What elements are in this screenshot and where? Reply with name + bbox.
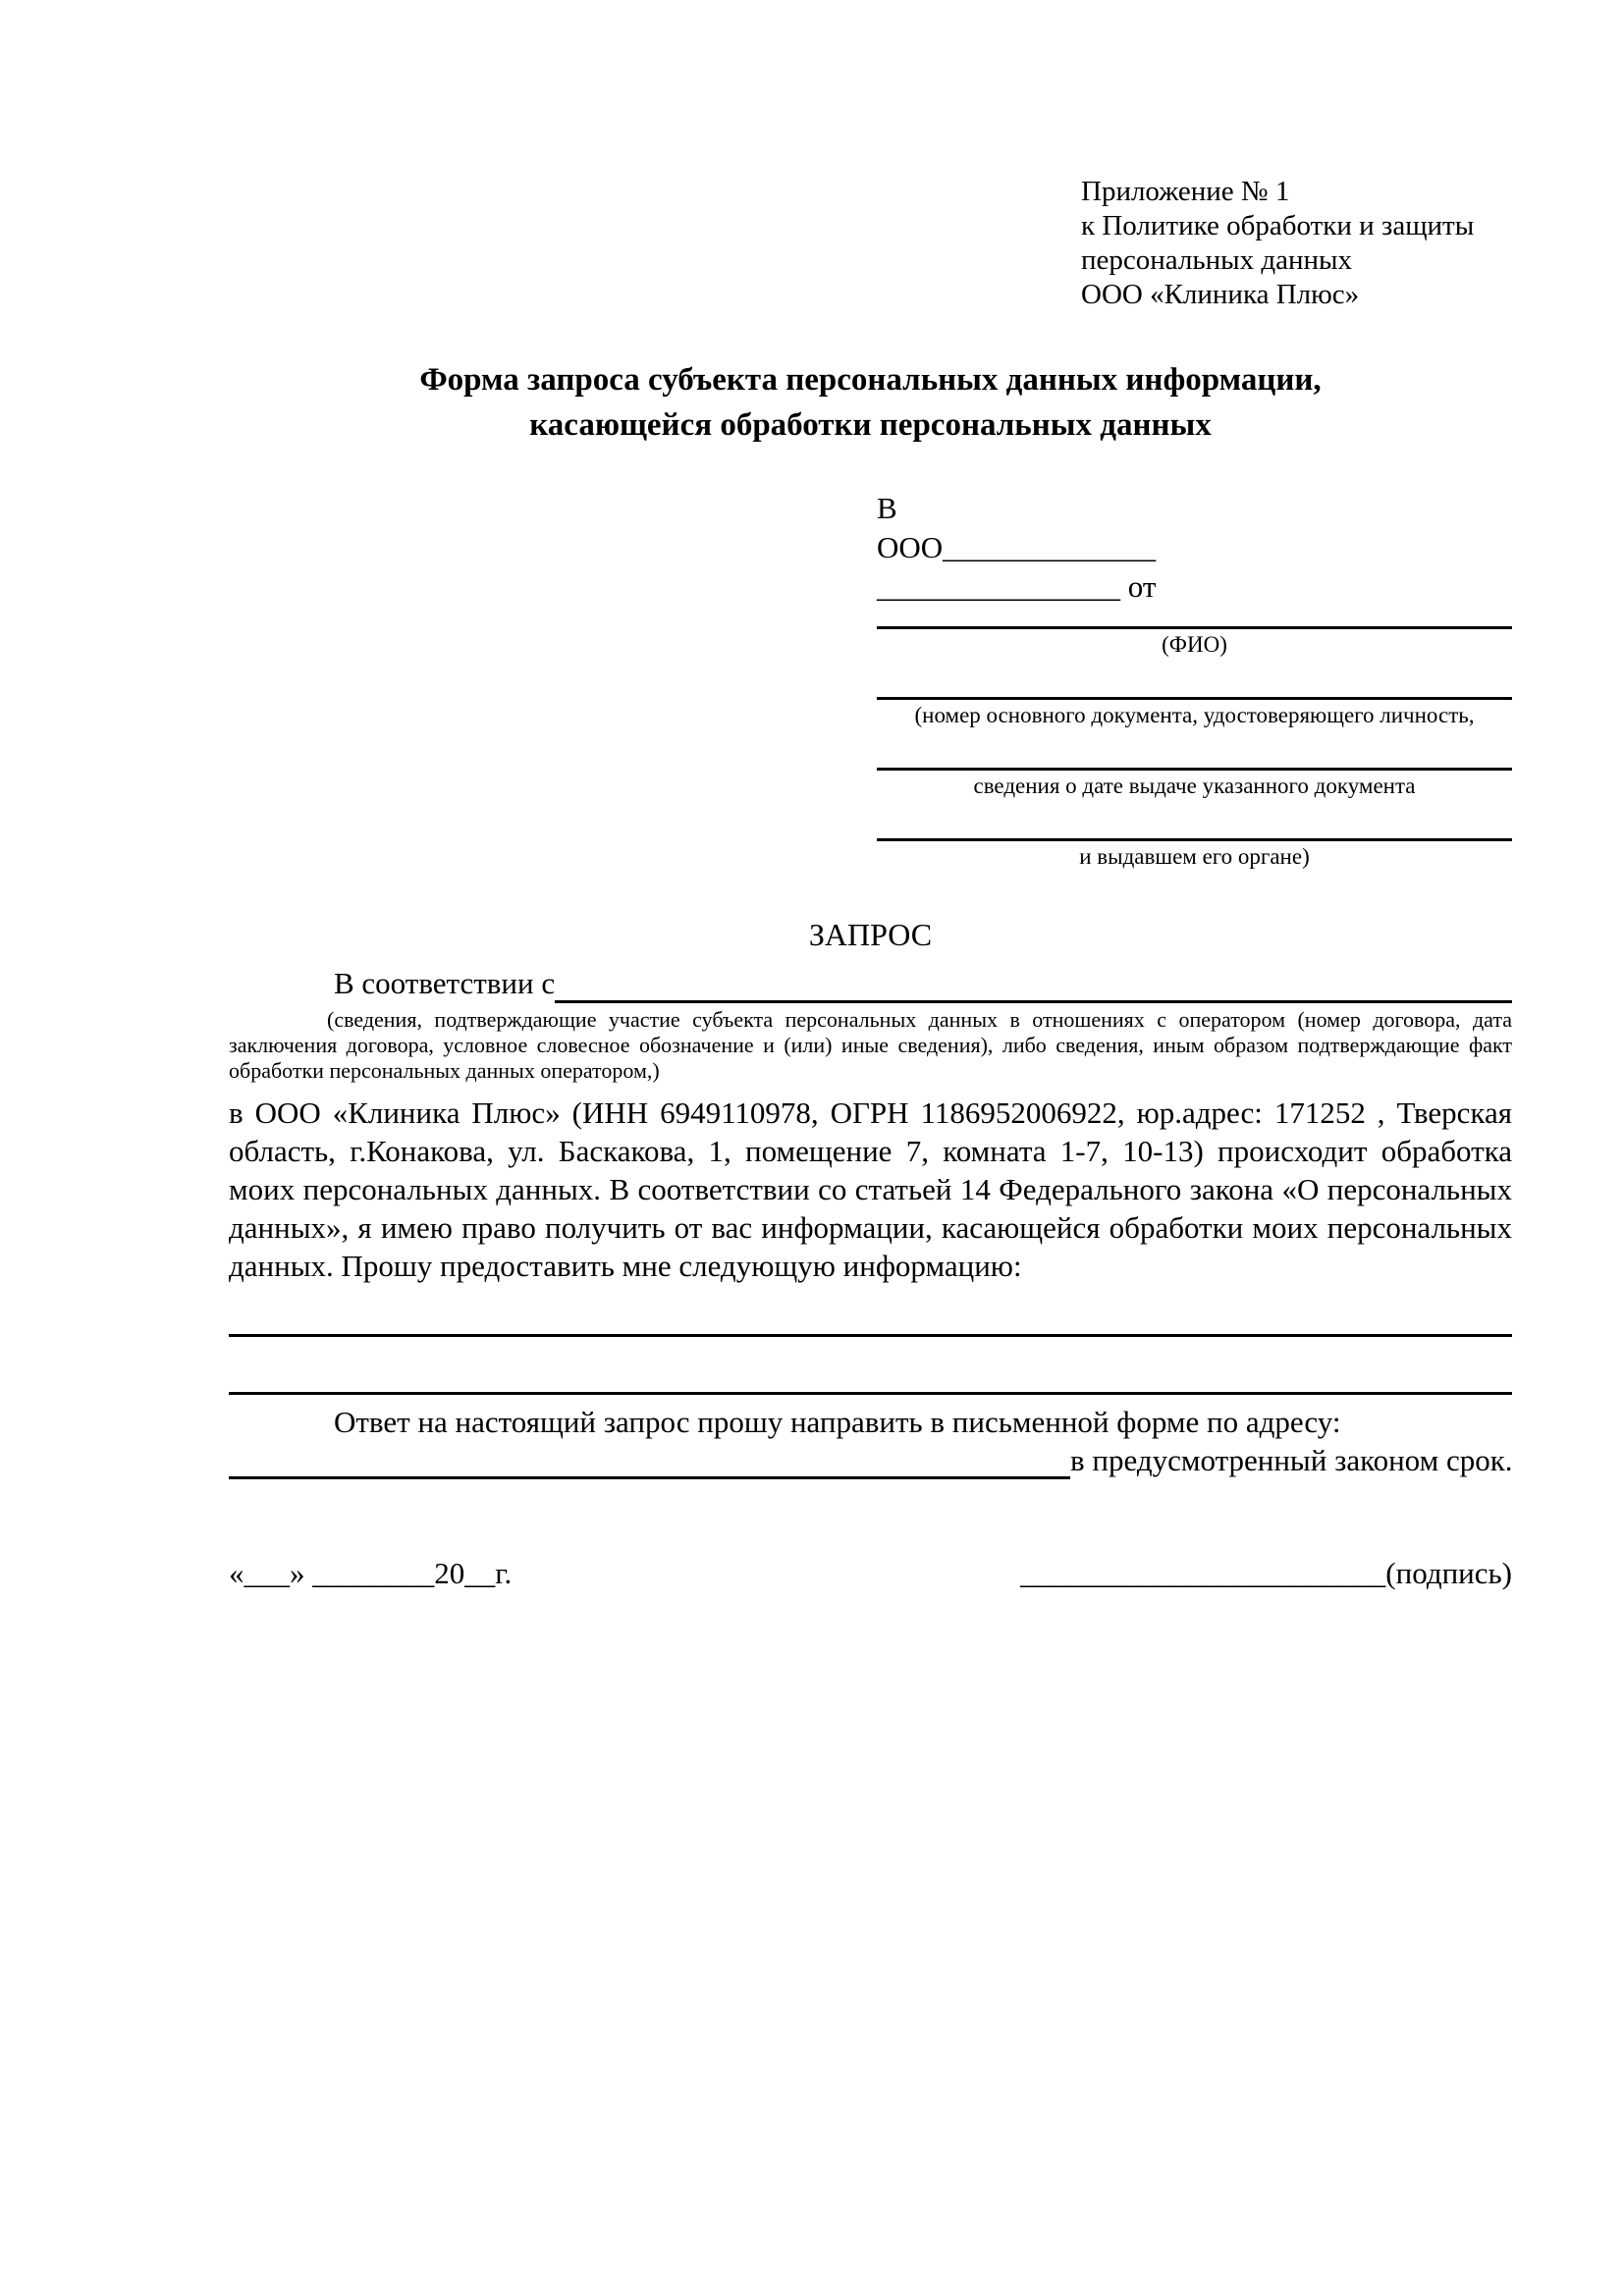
basis-blank-line	[555, 972, 1512, 1003]
issue-date-blank-line	[877, 768, 1512, 771]
document-title-line: касающейся обработки персональных данных	[529, 407, 1212, 443]
request-body-paragraph: в ООО «Клиника Плюс» (ИНН 6949110978, ОГРН 1186952006922, юр.адрес: 171252 , Тверская область, г.Конакова, ул. Баскакова, 1, помещение 7, комната 1-7, 10-13) происходит обработка моих персональных данных. В соответствии со статьей 14 Федерального закона «О персональных данных», я имею право получить от вас информации, касающейся обработки моих персональных данных. Прошу предоставить мне следующую информацию:	[229, 1095, 1512, 1283]
appendix-header-line: к Политике обработки и защиты	[1081, 210, 1475, 241]
issue-date-caption: сведения о дате выдаче указанного документа	[973, 774, 1416, 798]
address-blank-line	[229, 1450, 1070, 1479]
requested-info-blank-line	[229, 1392, 1512, 1395]
document-title-line: Форма запроса субъекта персональных данных информации,	[419, 362, 1322, 398]
appendix-header	[1081, 175, 1513, 312]
addressee-org-line: ООО______________	[877, 530, 1157, 564]
addressee-block	[877, 489, 1512, 870]
date-blank-line: «___» ________20__г.	[229, 1556, 513, 1590]
response-instruction: Ответ на настоящий запрос прошу направить в письменной форме по адресу:	[334, 1405, 1341, 1439]
signature-row	[229, 1554, 1512, 1593]
requested-info-blank-line	[229, 1334, 1512, 1337]
response-suffix: в предусмотренный законом срок.	[1070, 1443, 1513, 1477]
response-address-row	[229, 1441, 1512, 1479]
appendix-header-line: Приложение № 1	[1081, 176, 1290, 207]
document-title	[229, 357, 1512, 448]
request-heading: ЗАПРОС	[808, 917, 933, 952]
fio-caption: (ФИО)	[1162, 632, 1227, 657]
signature-blank-line: ________________________	[1020, 1556, 1386, 1590]
signature-area	[1020, 1554, 1512, 1593]
fio-blank-line	[877, 626, 1512, 629]
basis-fine-print: (сведения, подтверждающие участие субъекта персональных данных в отношениях с оператором (номер договора, дата заключения договора, условное словесное обозначение и (или) иные сведения), либо сведения, иным образом подтверждающие факт обработки персональных данных оператором,)	[229, 1007, 1512, 1083]
appendix-header-line: персональных данных	[1081, 244, 1353, 276]
appendix-header-line: ООО «Клиника Плюс»	[1081, 279, 1360, 310]
issuing-authority-caption: и выдавшем его органе)	[1079, 844, 1310, 869]
issuing-authority-blank-line	[877, 838, 1512, 841]
document-number-caption: (номер основного документа, удостоверяющего личность,	[914, 703, 1475, 727]
request-intro-row	[229, 964, 1512, 1003]
addressee-from-line: ________________ от	[877, 569, 1157, 604]
addressee-to: В	[877, 491, 897, 525]
request-intro-prefix: В соответствии с	[334, 966, 556, 1000]
document-number-blank-line	[877, 697, 1512, 700]
signature-caption: (подпись)	[1385, 1556, 1512, 1590]
